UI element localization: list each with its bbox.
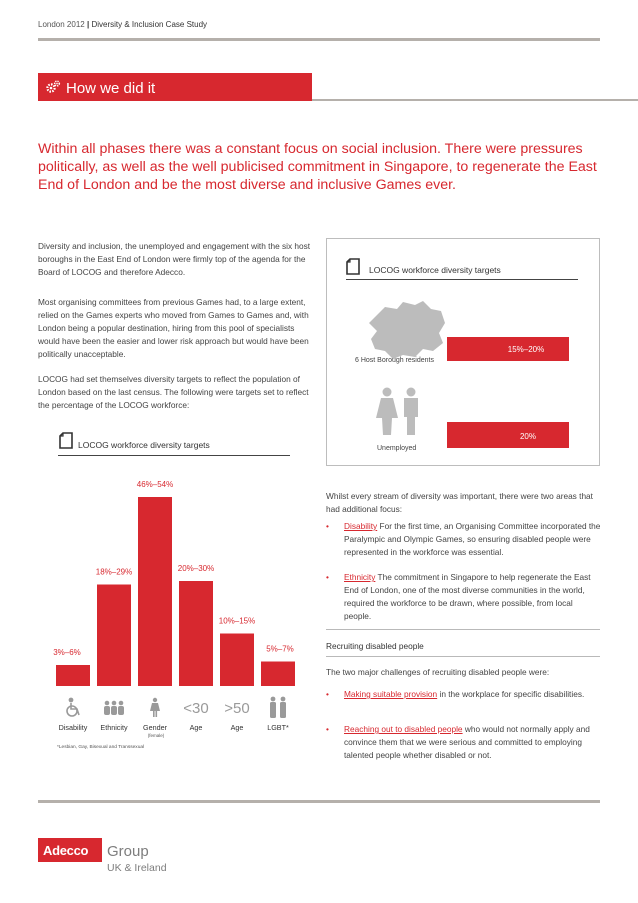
bullet-lead: Making suitable provision	[344, 689, 438, 699]
bullet-dot: •	[326, 572, 329, 582]
host-borough-bar	[447, 337, 569, 361]
host-borough-value: 15%–20%	[507, 345, 545, 354]
diversity-targets-panel	[326, 238, 600, 466]
unemployed-value: 20%	[519, 432, 536, 441]
subheading: Recruiting disabled people	[326, 641, 424, 651]
bullet-text: The commitment in Singapore to help regenerate the East End of London, one of the most diverse communities in the world, required the workforce to be drawn, where possible, from local people.	[344, 572, 591, 621]
adecco-logo	[38, 838, 102, 862]
bullet-lead: Ethnicity	[344, 572, 376, 582]
document-icon	[59, 432, 73, 449]
challenge-provision	[326, 688, 602, 716]
logo-group: Group	[107, 843, 149, 860]
age-under-30-icon: <30	[183, 700, 209, 717]
data-label: 10%–15%	[218, 616, 256, 626]
people-icon	[375, 387, 423, 437]
logo-region: UK & Ireland	[107, 862, 167, 874]
host-borough-caption: 6 Host Borough residents	[355, 357, 434, 364]
chart-footnote: *Lesbian, Gay, Bisexual and Transsexual	[57, 745, 145, 750]
divider	[326, 656, 600, 657]
panel-title-rule	[346, 279, 578, 280]
section-heading	[38, 73, 312, 101]
category-label: Age	[230, 723, 244, 732]
data-label: 3%–6%	[53, 648, 81, 657]
category-label: LGBT*	[267, 723, 289, 732]
category-sublabel: (female)	[147, 733, 165, 738]
bullet-text: For the first time, an Organising Committee incorporated the Paralympic and Olympic Games, so ensuring disabled people were represented in the workforce was essential.	[344, 521, 601, 557]
bullet-dot: •	[326, 521, 329, 531]
category-label: Disability	[58, 723, 88, 732]
data-label: 18%–29%	[95, 567, 133, 577]
header-right: Diversity & Inclusion Case Study	[91, 20, 208, 29]
gears-icon	[45, 80, 61, 94]
data-label: 20%–30%	[177, 564, 215, 573]
unemployed-caption: Unemployed	[377, 445, 417, 452]
category-label: Age	[189, 723, 203, 732]
header-rule	[38, 38, 600, 41]
couple-icon	[270, 697, 286, 718]
bullet-ethnicity	[326, 571, 602, 623]
challenge-outreach	[326, 723, 602, 763]
data-label: 46%–54%	[136, 480, 174, 489]
london-map-icon	[367, 299, 449, 361]
bullet-dot: •	[326, 724, 329, 734]
bullet-text: who would not normally apply and convince them that we were serious and committed to employing talented people whether disabled or not.	[344, 724, 590, 760]
bar	[261, 662, 295, 687]
bar	[220, 634, 254, 687]
group-icon	[104, 701, 124, 715]
female-icon	[150, 698, 160, 717]
document-icon	[346, 258, 360, 275]
header-left: London 2012	[38, 20, 85, 29]
category-label: Gender	[143, 723, 167, 732]
unemployed-bar	[447, 422, 569, 448]
bullet-dot: •	[326, 689, 329, 699]
document-header	[38, 20, 207, 29]
challenges-intro: The two major challenges of recruiting disabled people were:	[326, 667, 550, 677]
header-separator: |	[86, 20, 90, 29]
focus-intro: Whilst every stream of diversity was important, there were two areas that had additional focus:	[326, 491, 593, 514]
chart-title: LOCOG workforce diversity targets	[78, 440, 210, 450]
data-label: 5%–7%	[266, 644, 294, 654]
wheelchair-icon	[67, 698, 79, 716]
category-label: Ethnicity	[100, 723, 128, 732]
bar	[56, 665, 90, 686]
diversity-bar-chart	[38, 460, 300, 750]
bullet-text: in the workplace for specific disabilities.	[437, 689, 585, 699]
paragraph-1: Diversity and inclusion, the unemployed and engagement with the six host boroughs in the East End of London were firmly top of the agenda for the Board of LOCOG and therefore Adecco.	[38, 241, 311, 277]
logo-text: Adecco	[43, 843, 89, 858]
chart-title-rule	[58, 455, 290, 456]
divider	[326, 629, 600, 630]
panel-title: LOCOG workforce diversity targets	[369, 265, 501, 275]
age-over-50-icon: >50	[224, 700, 250, 717]
bar	[138, 497, 172, 686]
bullet-lead: Disability	[344, 521, 378, 531]
section-title: How we did it	[66, 80, 156, 97]
paragraph-3: LOCOG had set themselves diversity targets to reflect the population of London based on the last census. The following were targets set to reflect the percentage of the LOCOG workforce:	[38, 374, 309, 410]
intro-statement: Within all phases there was a constant focus on social inclusion. There were pressures politically, as well as the well publicised commitment in Singapore, to regenerate the East End of London and be the most diverse and inclusive Games ever.	[38, 141, 597, 193]
bar	[179, 581, 213, 686]
section-rule	[312, 99, 638, 101]
bullet-disability	[326, 520, 602, 560]
paragraph-2: Most organising committees from previous Games had, to a large extent, relied on the Games experts who moved from Games to Games and, with London being a popular destination, hiring from this pool of specialists would have been the easier and lower risk approach but would have been politically unacceptable.	[38, 297, 309, 359]
bullet-lead: Reaching out to disabled people	[344, 724, 463, 734]
bar	[97, 585, 131, 687]
footer-rule	[38, 800, 600, 803]
